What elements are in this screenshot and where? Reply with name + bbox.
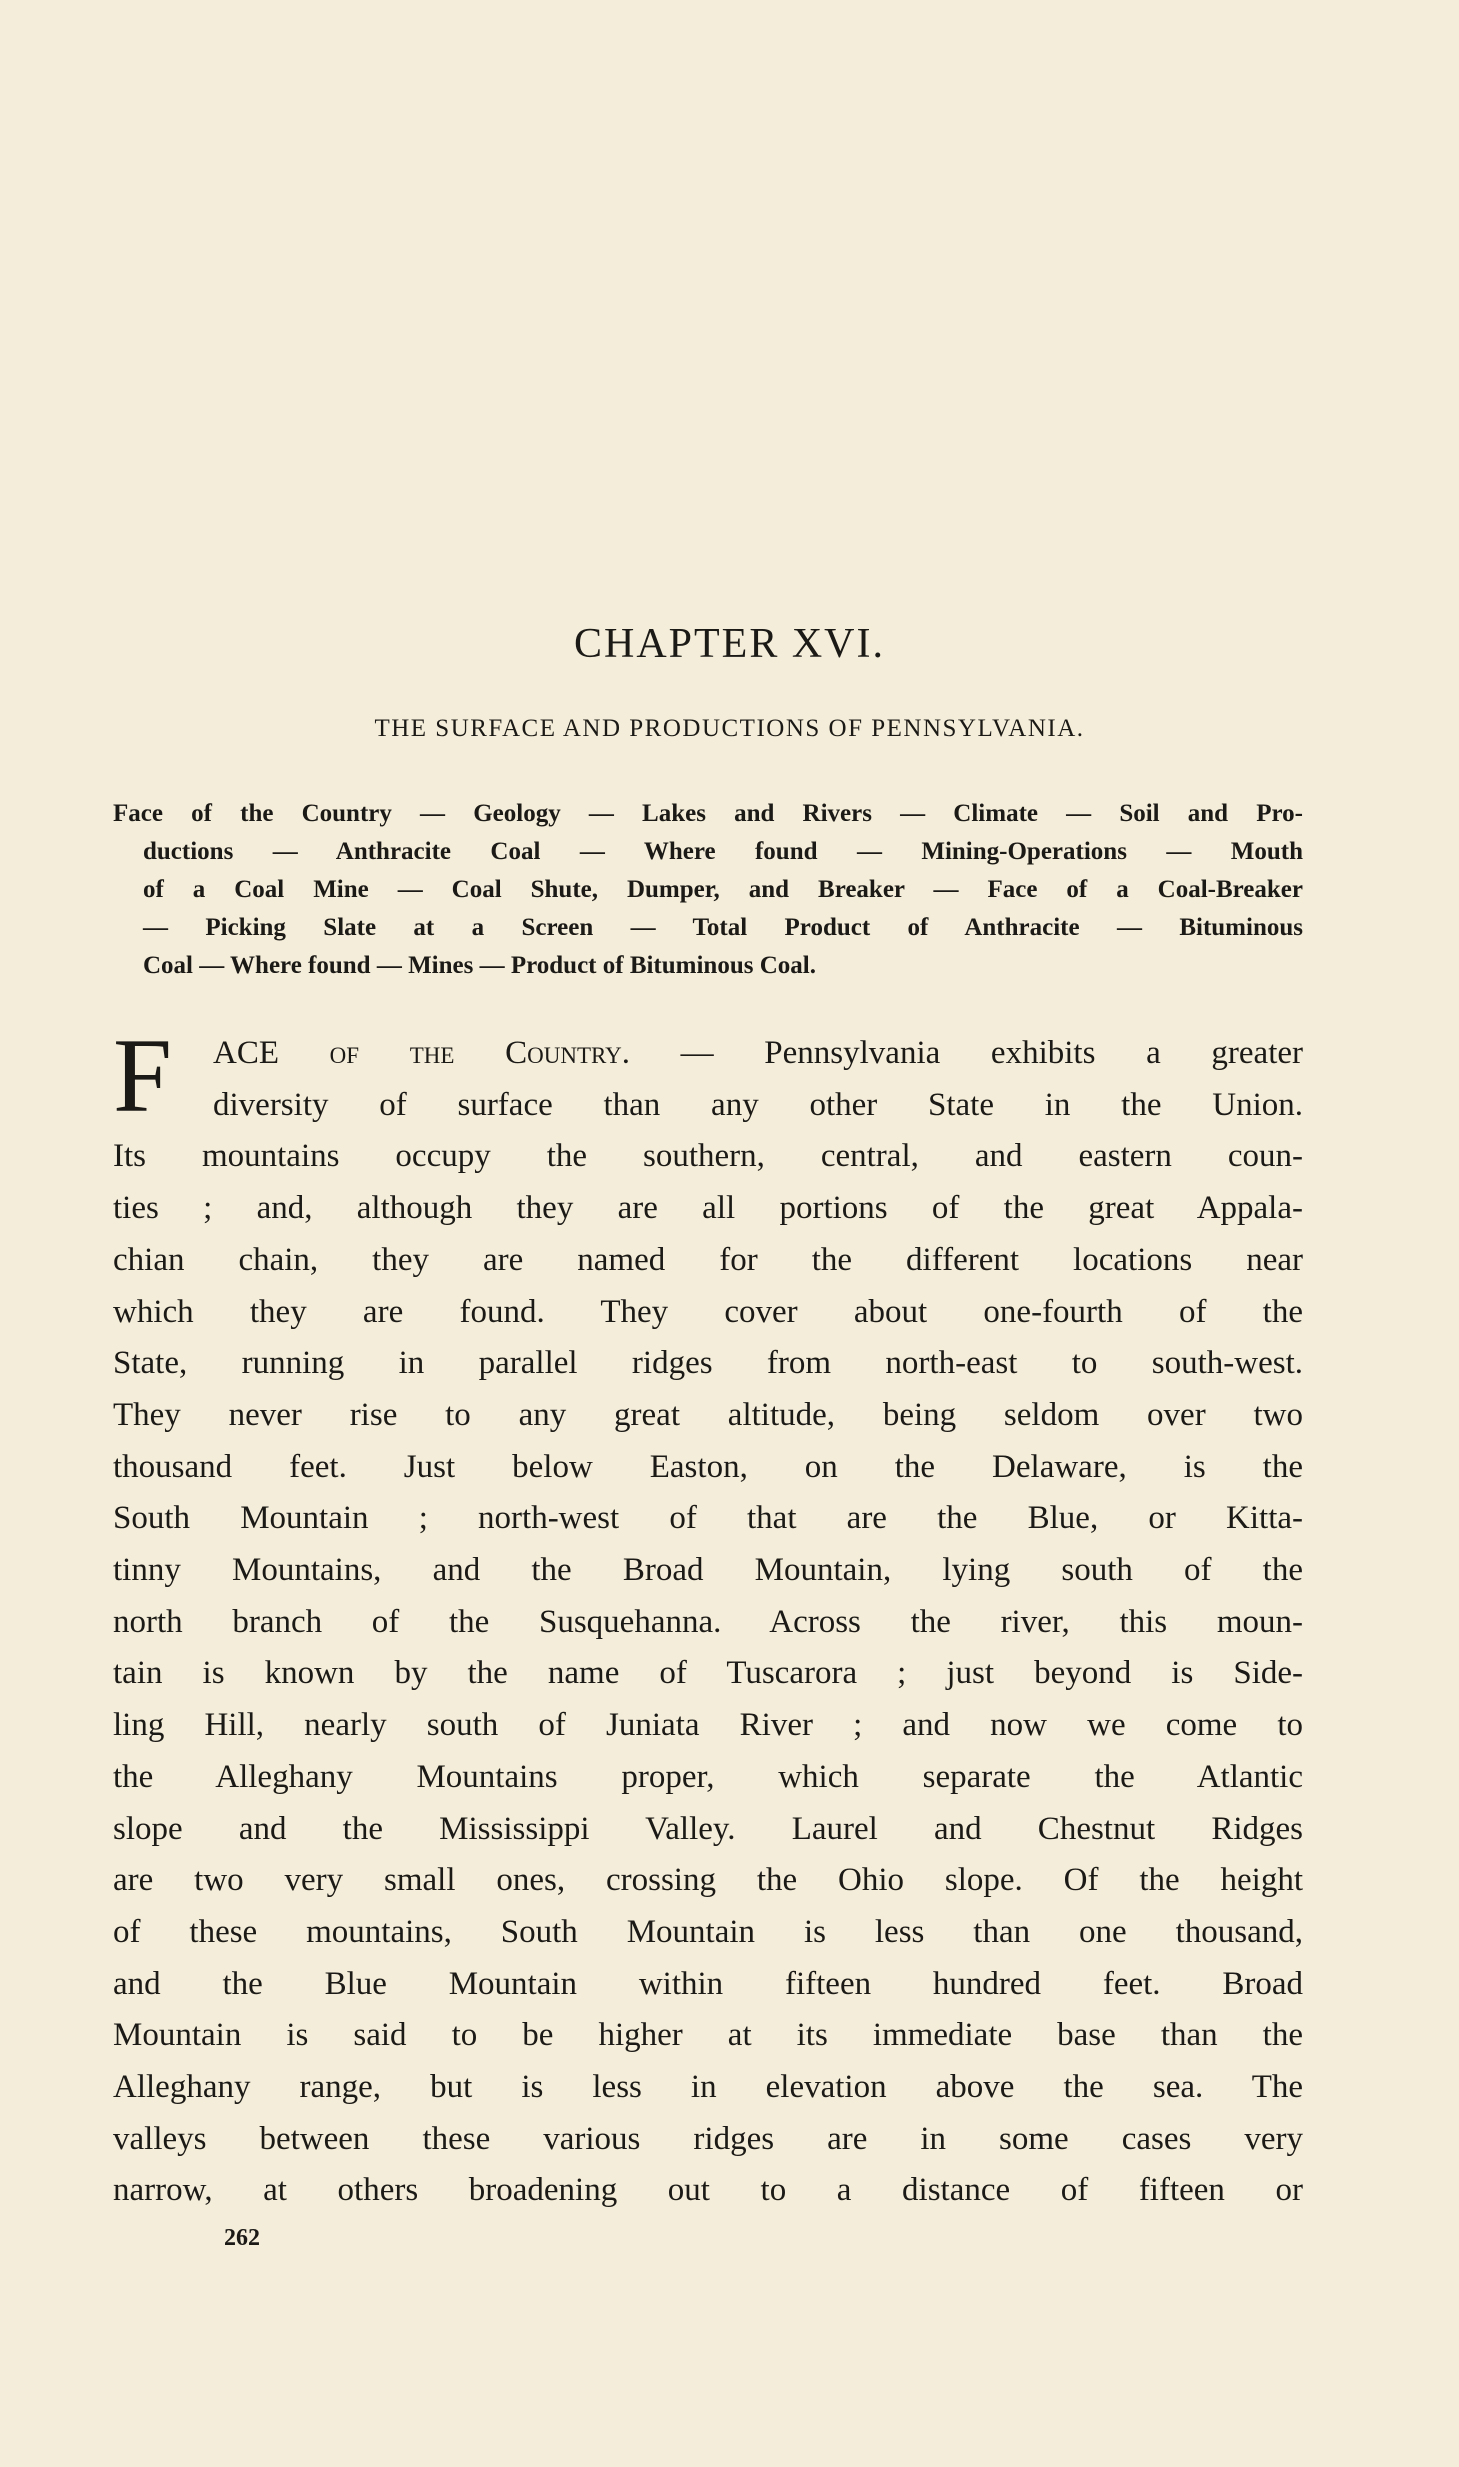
first-word-rest: ACE — [213, 1035, 279, 1071]
body-line: tinny Mountains, and the Broad Mountain, lying south of the — [113, 1552, 1303, 1589]
body-line: narrow, at others broadening out to a distance of fifteen or — [113, 2172, 1303, 2209]
body-line: Alleghany range, but is less in elevation above the sea. The — [113, 2069, 1303, 2106]
first-line-tail: — Pennsylvania exhibits a greater — [629, 1035, 1304, 1071]
body-paragraph — [113, 1017, 1304, 2217]
body-line: and the Blue Mountain within fifteen hundred feet. Broad — [113, 1965, 1303, 2002]
summary-line: ductions — Anthracite Coal — Where found — Mining-Operations — Mouth — [143, 838, 1303, 865]
body-line: State, running in parallel ridges from north-east to south-west. — [113, 1345, 1303, 1382]
page-number: 262 — [224, 2225, 260, 2251]
chapter-subtitle: THE SURFACE AND PRODUCTIONS OF PENNSYLVANIA. — [374, 715, 1085, 742]
body-line: north branch of the Susquehanna. Across the river, this moun- — [113, 1603, 1303, 1640]
summary-line: Face of the Country — Geology — Lakes and Rivers — Climate — Soil and Pro- — [113, 800, 1303, 827]
body-line: Its mountains occupy the southern, central, and eastern coun- — [113, 1138, 1303, 1175]
body-line: ling Hill, nearly south of Juniata River ; and now we come to — [113, 1707, 1303, 1744]
body-line: They never rise to any great altitude, being seldom over two — [113, 1396, 1303, 1433]
drop-cap: F — [113, 1017, 172, 1134]
body-line: of these mountains, South Mountain is less than one thousand, — [113, 1913, 1303, 1950]
body-line: valleys between these various ridges are in some cases very — [113, 2120, 1303, 2157]
body-line — [113, 1028, 1303, 1080]
body-line: which they are found. They cover about one-fourth of the — [113, 1293, 1303, 1330]
body-line: Mountain is said to be higher at its immediate base than the — [113, 2017, 1303, 2054]
body-line: are two very small ones, crossing the Ohio slope. Of the height — [113, 1862, 1303, 1899]
section-heading: of the Country. — [329, 1035, 630, 1071]
body-line: slope and the Mississippi Valley. Laurel and Chestnut Ridges — [113, 1810, 1303, 1847]
body-line: tain is known by the name of Tuscarora ; just beyond is Side- — [113, 1655, 1303, 1692]
body-line: the Alleghany Mountains proper, which separate the Atlantic — [113, 1758, 1303, 1795]
summary-line: — Picking Slate at a Screen — Total Product of Anthracite — Bituminous — [143, 914, 1303, 941]
body-line: chian chain, they are named for the different locations near — [113, 1241, 1303, 1278]
chapter-summary — [113, 795, 1303, 985]
body-line: ties ; and, although they are all portions of the great Appala- — [113, 1190, 1303, 1227]
summary-line: of a Coal Mine — Coal Shute, Dumper, and Breaker — Face of a Coal-Breaker — [143, 876, 1303, 903]
body-line: thousand feet. Just below Easton, on the Delaware, is the — [113, 1448, 1303, 1485]
body-line: South Mountain ; north-west of that are the Blue, or Kitta- — [113, 1500, 1303, 1537]
body-line: diversity of surface than any other State in the Union. — [213, 1086, 1303, 1123]
summary-line: Coal — Where found — Mines — Product of Bituminous Coal. — [143, 952, 816, 979]
chapter-title: CHAPTER XVI. — [573, 621, 885, 667]
